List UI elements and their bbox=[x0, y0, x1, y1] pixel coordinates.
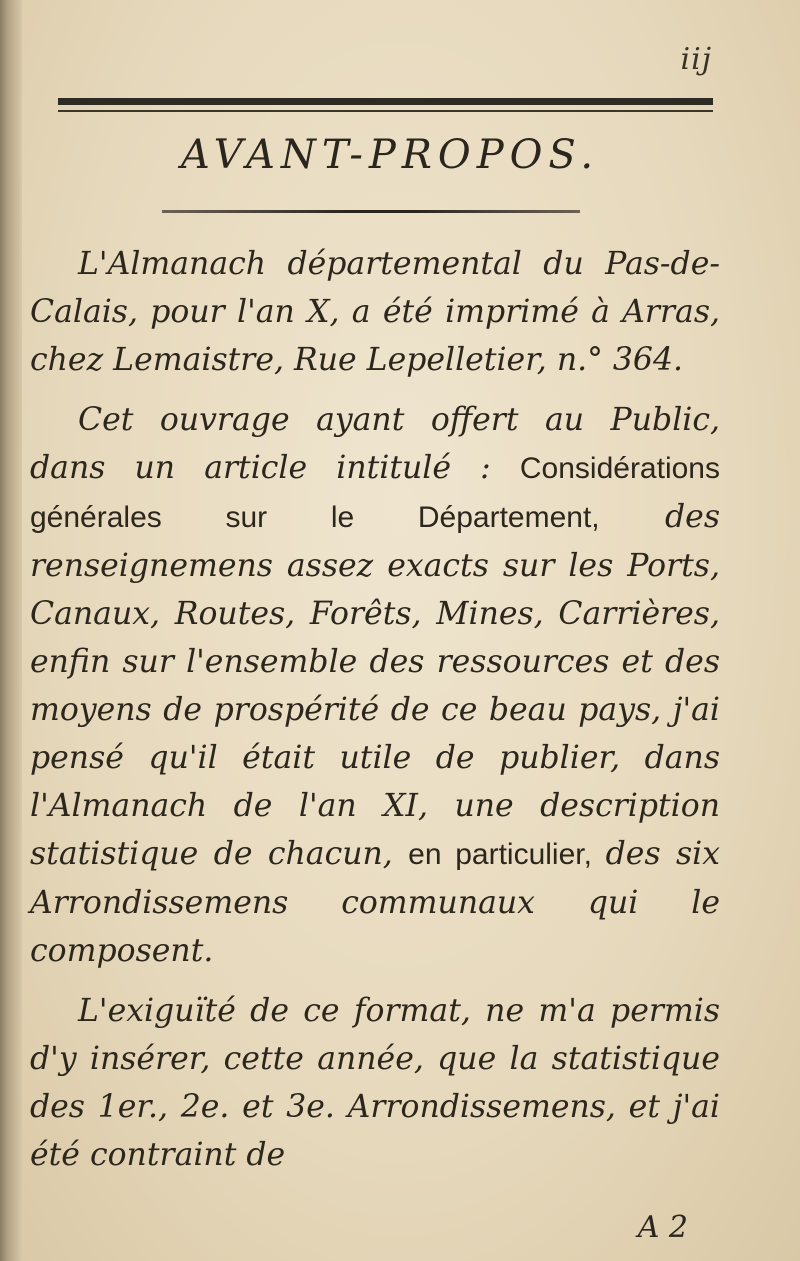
paragraph-2-part-5: des six Arrondissemens communaux qui le composent. bbox=[30, 836, 720, 969]
top-rule bbox=[58, 98, 713, 105]
paragraph-1: L'Almanach départemental du Pas-de-Calais, pour l'an X, a été imprimé à Arras, chez Lemaistre, Rue Lepelletier, n.° 364. bbox=[30, 246, 720, 378]
top-rule-thin bbox=[58, 110, 713, 112]
paragraph-2-part-1: Cet ouvrage ayant offert au Public, dans un article intitulé : bbox=[30, 402, 720, 486]
page-number: iij bbox=[680, 42, 712, 77]
paragraph-3: L'exiguïté de ce format, ne m'a permis d'y insérer, cette année, que la statistique des 1er., 2e. et 3e. Arrondissemens, et j'ai été contraint de bbox=[30, 993, 720, 1173]
title-rule bbox=[162, 210, 580, 213]
page-title: AVANT-PROPOS. bbox=[180, 132, 600, 178]
paragraph-2-part-2: Considérations générales sur le Département, bbox=[30, 452, 720, 534]
body-text bbox=[30, 240, 720, 1179]
paragraph-2-part-4: en particulier, bbox=[408, 838, 606, 871]
signature-mark: A 2 bbox=[637, 1210, 688, 1245]
paragraph-2 bbox=[30, 396, 720, 975]
binding-gutter bbox=[0, 0, 22, 1261]
paragraph-2-part-3: des renseignemens assez exacts sur les Ports, Canaux, Routes, Forêts, Mines, Carrières, enfin sur l'ensemble des ressources et des moyens de prospérité de ce beau pays, j'ai pensé qu'il était utile de publier, dans l'Almanach de l'an XI, une description statistique de chacun, bbox=[30, 499, 720, 872]
